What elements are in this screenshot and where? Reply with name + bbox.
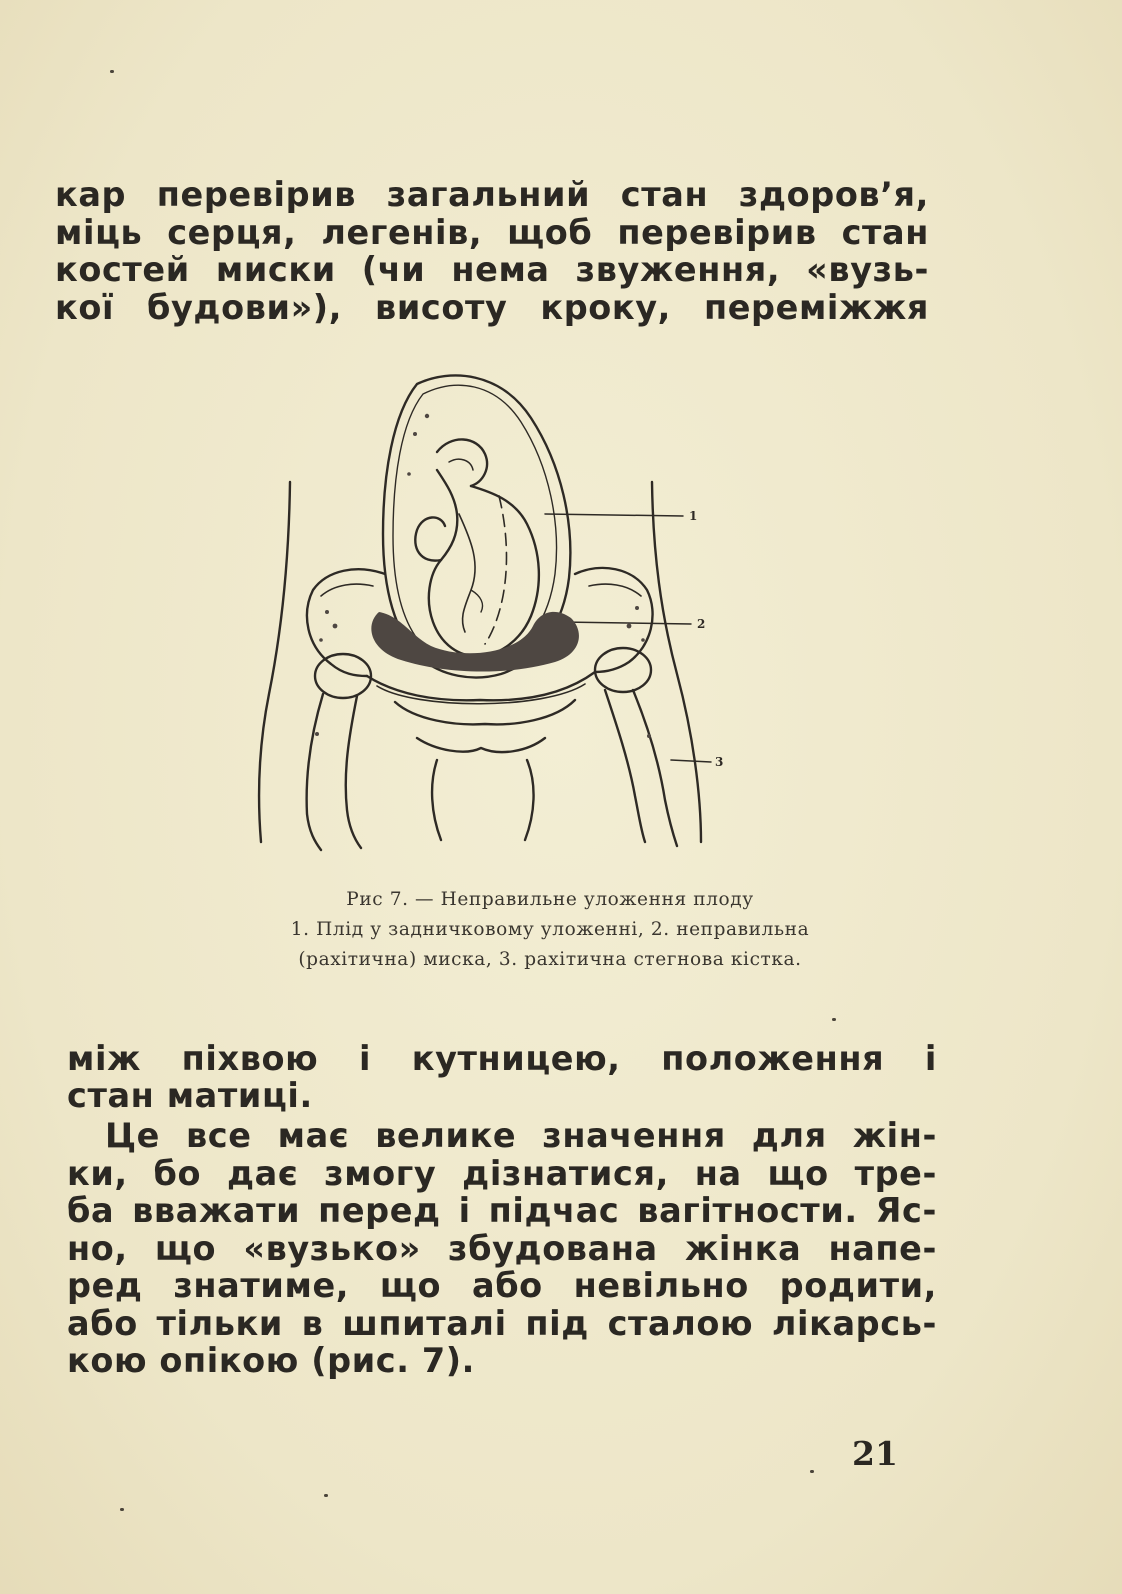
figure-label-3: 3 <box>715 755 724 769</box>
text-line: кар перевірив загальний стан здоров’я, <box>55 175 929 214</box>
text-line: костей миски (чи нема звуження, «вузь- <box>55 250 929 289</box>
caption-title: Рис 7. — Неправильне уложення плоду <box>346 889 754 910</box>
text-line: кою опікою (рис. 7). <box>67 1341 475 1380</box>
pelvis-fetus-illustration <box>245 364 745 854</box>
caption-line: 1. Плід у задничковому уложенні, 2. неправильна <box>290 919 810 940</box>
figure-caption <box>95 885 1005 975</box>
text-line: но, що «вузько» збудована жінка напе- <box>67 1228 937 1268</box>
paragraph-top <box>55 176 929 326</box>
paper-speck <box>832 1018 836 1021</box>
text-line: ба вважати перед і підчас вагітности. Яс- <box>67 1191 937 1230</box>
text-line: Це все має велике значення для жін- <box>105 1116 937 1155</box>
text-line: кої будови»), висоту кроку, переміжжя <box>55 287 929 327</box>
paragraph-middle <box>67 1040 937 1114</box>
text-line: між піхвою і кутницею, положення і <box>67 1039 937 1078</box>
paper-speck <box>110 70 114 73</box>
figure-label-2: 2 <box>697 617 706 631</box>
caption-line: (рахітична) миска, 3. рахітична стегнова кістка. <box>298 949 802 970</box>
paragraph-bottom <box>67 1117 937 1380</box>
text-line: ки, бо дає змогу дізнатися, на що тре- <box>67 1153 937 1193</box>
text-line: ред знатиме, що або невільно родити, <box>67 1266 937 1305</box>
paper-speck <box>120 1508 124 1511</box>
paper-speck <box>810 1470 814 1473</box>
paper-speck <box>324 1494 328 1497</box>
figure-label-1: 1 <box>689 509 698 523</box>
text-line: стан матиці. <box>67 1076 313 1115</box>
text-line: міць серця, легенів, щоб перевірив стан <box>55 212 929 252</box>
page-number: 21 <box>852 1434 898 1473</box>
text-line: або тільки в шпиталі під сталою лікарсь- <box>67 1303 937 1343</box>
